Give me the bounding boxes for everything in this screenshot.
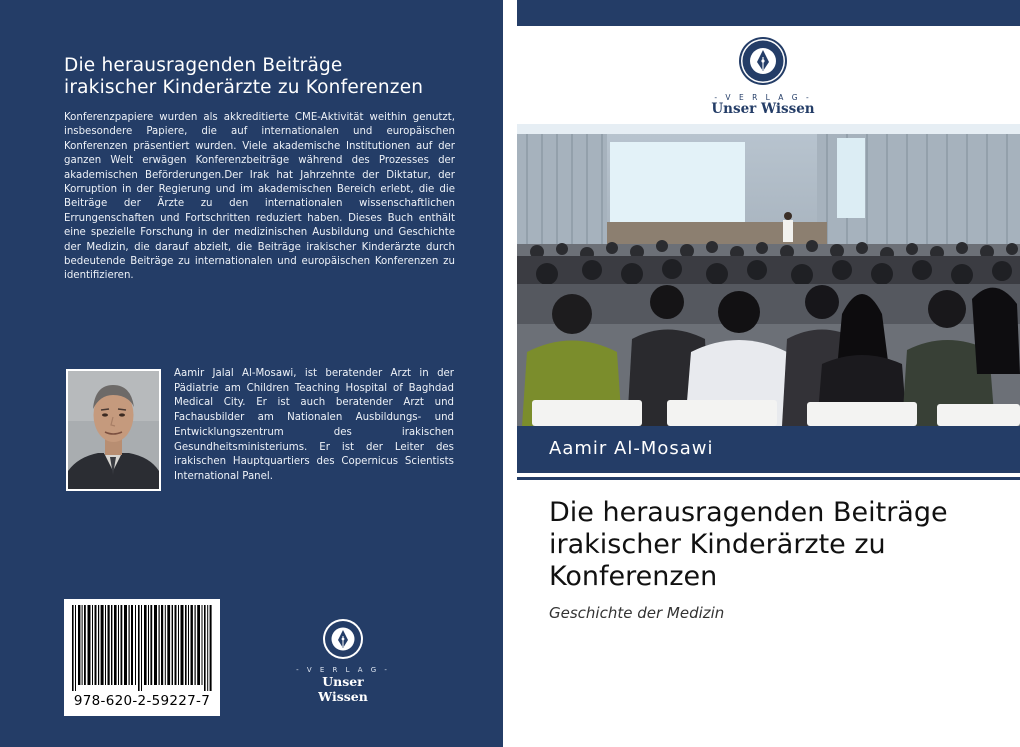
front-title-line-3: Konferenzen <box>549 561 718 592</box>
book-spine <box>503 0 517 747</box>
front-verlag-label: - V E R L A G - <box>714 93 812 102</box>
isbn-number: 978-620-2-59227-7 <box>73 693 211 709</box>
author-bio: Aamir Jalal Al-Mosawi, ist beratender Arzt in der Pädiatrie am Children Teaching Hospital of Baghdad Medical City. Er ist auch beratender Arzt und Fachausbilder am Nationalen Ausbildungs- und Entwicklungszentrum des irakischen Gesundheitsministeriums. Er ist der Leiter des irakischen Hauptquartiers des Copernicus Scientists International Panel. <box>174 368 454 482</box>
front-title-line-2: irakischer Kinderärzte zu <box>549 529 886 560</box>
front-title <box>549 497 989 593</box>
barcode-icon <box>72 605 212 691</box>
back-title-line-2: irakischer Kinderärzte zu Konferenzen <box>64 77 424 98</box>
barcode <box>64 599 220 716</box>
front-title-line-1: Die herausragenden Beiträge <box>549 497 948 528</box>
fountain-pen-seal-icon <box>738 36 788 86</box>
back-title <box>64 55 464 99</box>
front-brand-name: Unser Wissen <box>711 101 815 117</box>
front-publisher-logo <box>700 36 826 117</box>
back-title-line-1: Die herausragenden Beiträge <box>64 55 343 76</box>
front-top-bar <box>517 0 1020 26</box>
back-brand-name: Unser Wissen <box>318 674 368 704</box>
book-blurb: Konferenzpapiere wurden als akkreditierte CME-Aktivität weithin genutzt, insbesondere Papiere, die auf internationalen und europäischen Konferenzen präsentiert wurden. Viele akademische Institutionen auf der ganzen Welt erwägen Konferenzbeiträge während des Prozesses der akademischen Beförderungen.Der Irak hat Jahrzehnte der Diktatur, der Korruption in der Regierung und im akademischen Bereich erlebt, die die Beiträge der Ärzte zu den internationalen wissenschaftlichen Errungenschaften und Fortschritten reduziert haben. Dieses Buch enthält eine spezielle Forschung in der medizinischen Ausbildung und Geschichte der Medizin, die darauf abzielt, die Beiträge irakischer Kinderärzte durch bedeutende Beiträge zu internationalen und europäischen Konferenzen zu identifizieren. <box>64 112 455 282</box>
front-author-name: Aamir Al-Mosawi <box>549 438 714 459</box>
fountain-pen-seal-icon <box>322 618 364 660</box>
author-band-underline <box>517 477 1020 480</box>
back-publisher-logo <box>296 618 390 704</box>
back-cover <box>0 0 503 747</box>
author-band <box>517 426 1020 473</box>
author-photo <box>66 369 161 491</box>
front-subtitle: Geschichte der Medizin <box>549 604 725 622</box>
conference-photo <box>517 124 1020 426</box>
back-verlag-label: - V E R L A G - <box>296 666 390 674</box>
